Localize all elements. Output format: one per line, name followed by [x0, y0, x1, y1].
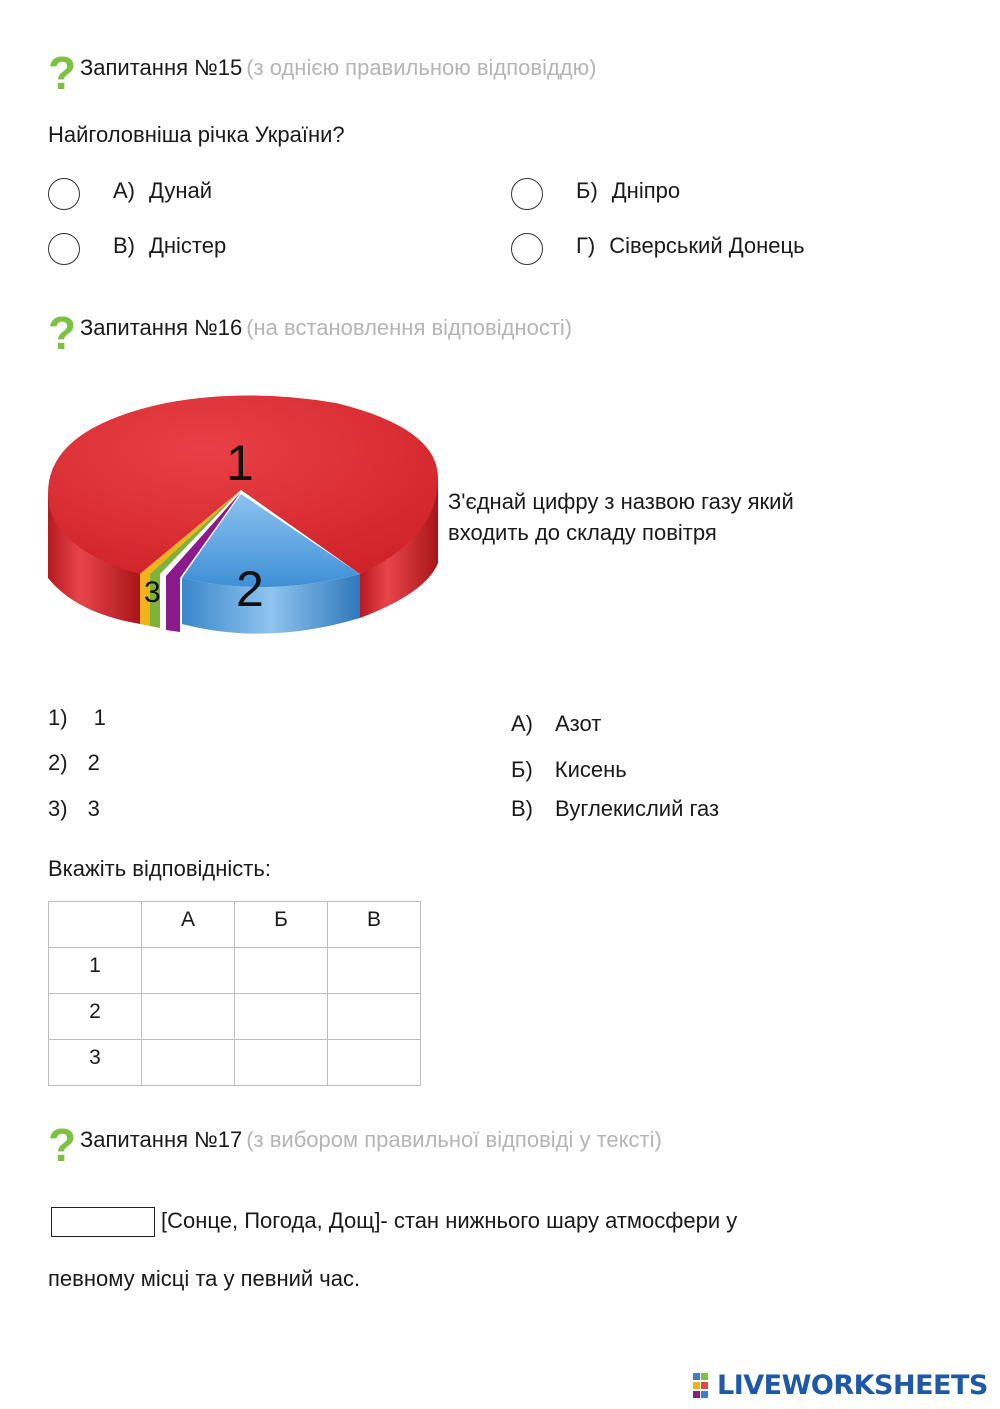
question-mark-icon: ? [48, 307, 77, 359]
table-row-header-3: 3 [49, 1040, 142, 1086]
table-row [49, 994, 421, 1040]
question-mark-icon: ? [48, 1119, 77, 1171]
q17-answer-input[interactable] [51, 1207, 155, 1237]
table-row-header-1: 1 [49, 948, 142, 994]
match-cell-1-a[interactable] [142, 948, 235, 994]
table-col-header-v: В [328, 902, 421, 948]
match-cell-2-v[interactable] [328, 994, 421, 1040]
match-cell-1-v[interactable] [328, 948, 421, 994]
q16-title: Запитання №16 [80, 315, 243, 340]
q15-question: Найголовніша річка України? [48, 122, 345, 147]
q17-text-line1: [Сонце, Погода, Дощ]- стан нижнього шару атмосфери у [161, 1208, 738, 1233]
q15-type: (з однією правильною відповіддю) [246, 55, 597, 80]
q15-radio-v[interactable] [48, 233, 80, 265]
table-header-row [49, 902, 421, 948]
q17-type: (з вибором правильної відповіді у тексті) [246, 1127, 662, 1152]
q15-header [48, 47, 597, 99]
table-row [49, 948, 421, 994]
q16-type: (на встановлення відповідності) [246, 315, 573, 340]
table-col-header-b: Б [235, 902, 328, 948]
pie-label-1: 1 [226, 435, 254, 491]
q15-radio-g[interactable] [511, 233, 543, 265]
q15-radio-b[interactable] [511, 178, 543, 210]
q17-title: Запитання №17 [80, 1127, 243, 1152]
question-mark-icon: ? [48, 47, 77, 99]
pie-label-3: 3 [144, 576, 161, 609]
q15-option-g: Г) Сіверський Донець [576, 233, 805, 258]
match-cell-2-b[interactable] [235, 994, 328, 1040]
q16-left-item-1: 1) 1 [48, 705, 106, 730]
liveworksheets-logo-icon [693, 1373, 717, 1399]
q16-header [48, 307, 573, 359]
pie-label-2: 2 [236, 561, 264, 617]
match-cell-3-v[interactable] [328, 1040, 421, 1086]
match-cell-3-a[interactable] [142, 1040, 235, 1086]
q16-left-item-3: 3) 3 [48, 796, 100, 821]
q15-option-a: А) Дунай [113, 178, 213, 203]
liveworksheets-logo [693, 1370, 988, 1401]
table-row-header-2: 2 [49, 994, 142, 1040]
matching-table [48, 901, 421, 1086]
q16-right-item-a: А) Азот [511, 711, 602, 736]
table-corner-cell [49, 902, 142, 948]
q17-text-line2: певному місці та у певний час. [48, 1266, 361, 1291]
air-composition-pie-chart [46, 388, 442, 643]
q15-title: Запитання №15 [80, 55, 243, 80]
q15-option-b: Б) Дніпро [576, 178, 681, 203]
q16-match-label: Вкажіть відповідність: [48, 856, 271, 881]
q15-option-v: В) Дністер [113, 233, 227, 258]
q16-right-item-b: Б) Кисень [511, 757, 627, 782]
table-row [49, 1040, 421, 1086]
q17-header [48, 1119, 662, 1171]
q16-left-item-2: 2) 2 [48, 750, 100, 775]
liveworksheets-wordmark: LIVEWORKSHEETS [717, 1370, 988, 1401]
q16-instruction: З'єднай цифру з назвою газу який входить до складу повітря [448, 489, 794, 545]
match-cell-1-b[interactable] [235, 948, 328, 994]
match-cell-3-b[interactable] [235, 1040, 328, 1086]
q15-radio-a[interactable] [48, 178, 80, 210]
table-col-header-a: А [142, 902, 235, 948]
match-cell-2-a[interactable] [142, 994, 235, 1040]
q16-right-item-v: В) Вуглекислий газ [511, 796, 720, 821]
